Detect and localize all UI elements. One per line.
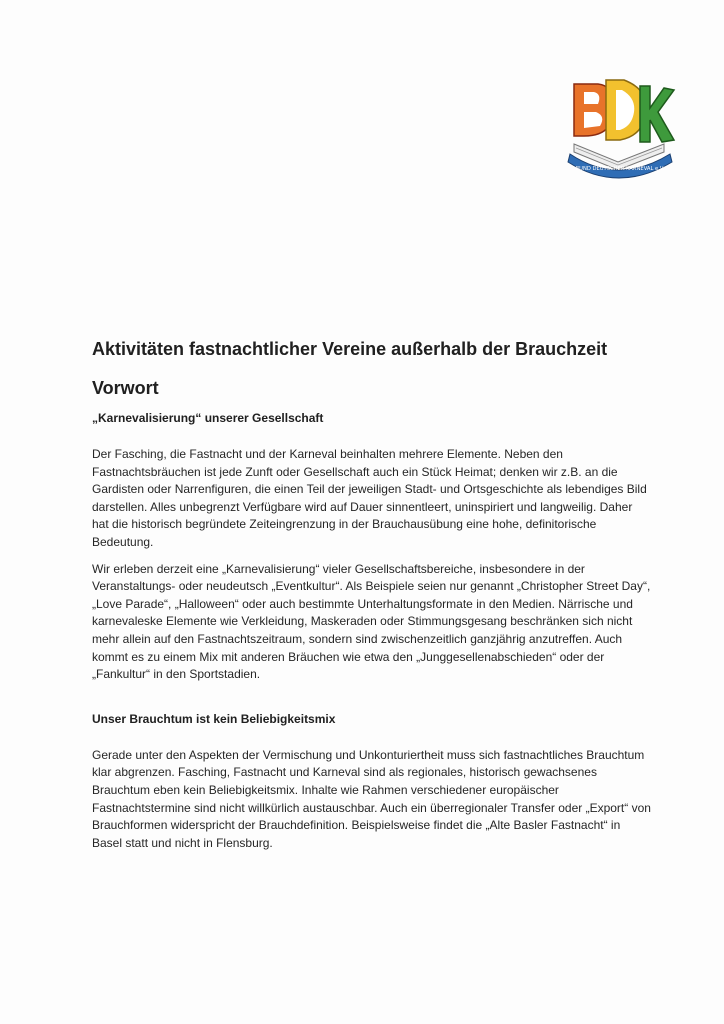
section-karnevalisierung	[92, 410, 652, 684]
paragraph: Wir erleben derzeit eine „Karnevalisierung“ vieler Gesellschaftsbereiche, insbesondere in der Veranstaltungs- oder neudeutsch „Eventkultur“. Als Beispiele seien nur genannt „Christopher Street Day“, „Love Parade“, „Halloween“ oder auch bestimmte Unterhaltungsformate in den Medien. Närrische und karnevaleske Elemente wie Verkleidung, Maskeraden oder Stimmungsgesang beschränken sich nicht mehr allein auf den Fastnachtszeitraum, sondern sind zwischenzeitlich ganzjährig anzutreffen. Auch kommt es zu einem Mix mit anderen Bräuchen wie etwa den „Junggesellenabschieden“ oder der „Fankultur“ in den Sportstadien.	[92, 561, 651, 682]
paragraph: Der Fasching, die Fastnacht und der Karneval beinhalten mehrere Elemente. Neben den Fastnachtsbräuchen ist jede Zunft oder Gesellschaft auch ein Stück Heimat; denken wir z.B. an die Gardisten oder Narrenfiguren, die einen Teil der jeweiligen Stadt- und Ortsgeschichte als lebendiges Bild darstellen. Alles unbegrenzt Verfügbare wird auf Dauer sinnentleert, uninspiriert und langweilig. Daher hat die historisch begründete Zeiteingrenzung in der Brauchausübung eine hohe, definitorische Bedeutung.	[92, 447, 647, 549]
section-heading: „Karnevalisierung“ unserer Gesellschaft	[92, 411, 324, 425]
section-heading: Unser Brauchtum ist kein Beliebigkeitsmix	[92, 711, 336, 726]
document-body	[92, 338, 652, 861]
document-subtitle: Vorwort	[92, 378, 159, 398]
bdk-logo-graphic	[560, 66, 678, 184]
document-title: Aktivitäten fastnachtlicher Vereine außerhalb der Brauchzeit	[92, 339, 608, 359]
logo-ribbon-text: BUND DEUTSCHER KARNEVAL e.V.	[575, 166, 665, 172]
section-spacer	[92, 693, 652, 711]
section-brauchtum	[92, 711, 652, 853]
paragraph: Gerade unter den Aspekten der Vermischung und Unkonturiertheit muss sich fastnachtliches Brauchtum klar abgrenzen. Fasching, Fastnacht und Karneval sind als regionales, historisch gewachsenes Brauchtum eben kein Beliebigkeitsmix. Inhalte wie Rahmen verschiedener europäischer Fastnachtstermine sind nicht willkürlich austauschbar. Auch ein überregionaler Transfer oder „Export“ von Brauchformen widerspricht der Brauchdefinition. Beispielsweise findet die „Alte Basler Fastnacht“ in Basel statt und nicht in Flensburg.	[92, 747, 651, 850]
bdk-logo	[560, 66, 678, 184]
